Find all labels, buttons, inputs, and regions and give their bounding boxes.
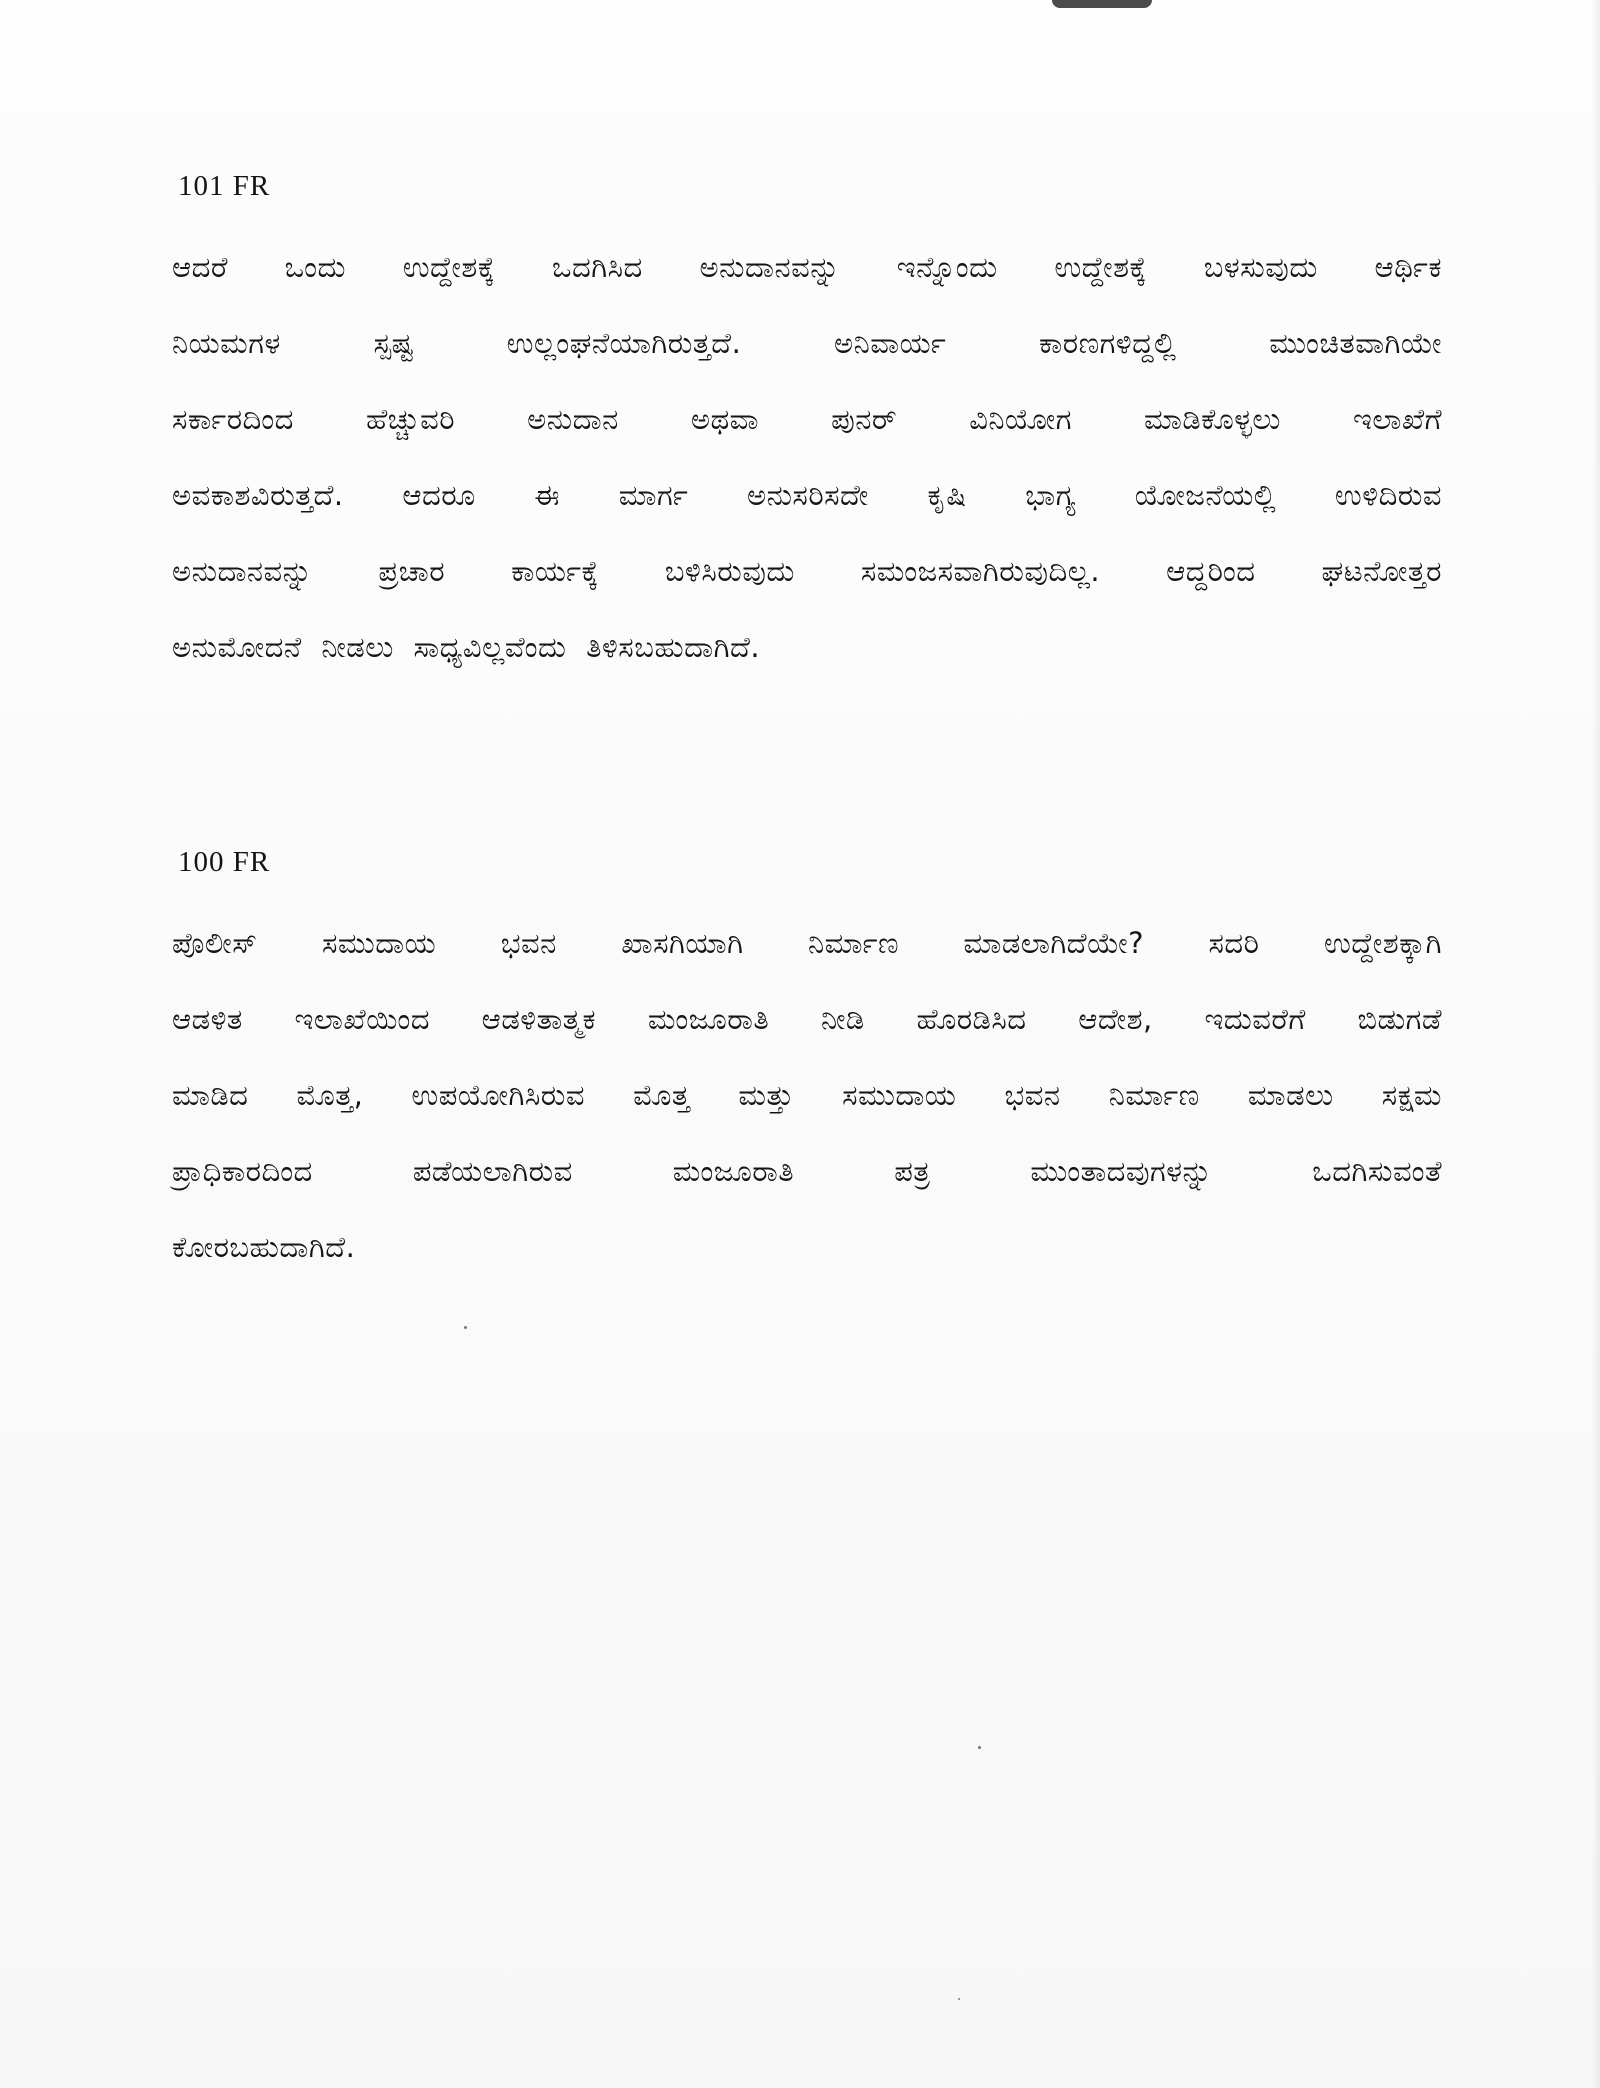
section-heading: 101 FR	[178, 170, 271, 202]
section-paragraph	[172, 905, 1442, 1285]
scan-speck	[464, 1326, 467, 1329]
paragraph-line: ಸರ್ಕಾರದಿಂದ ಹೆಚ್ಚುವರಿ ಅನುದಾನ ಅಥವಾ ಪುನರ್ ವಿನಿಯೋಗ ಮಾಡಿಕೊಳ್ಳಲು ಇಲಾಖೆಗೆ	[172, 402, 1442, 436]
scan-edge-mark	[1052, 0, 1152, 8]
paragraph-line: ನಿಯಮಗಳ ಸ್ಪಷ್ಟ ಉಲ್ಲಂಘನೆಯಾಗಿರುತ್ತದೆ. ಅನಿವಾರ್ಯ ಕಾರಣಗಳಿದ್ದಲ್ಲಿ ಮುಂಚಿತವಾಗಿಯೇ	[172, 326, 1442, 360]
scan-speck	[958, 1998, 960, 2000]
paragraph-line: ಪೊಲೀಸ್ ಸಮುದಾಯ ಭವನ ಖಾಸಗಿಯಾಗಿ ನಿರ್ಮಾಣ ಮಾಡಲಾಗಿದೆಯೇ? ಸದರಿ ಉದ್ದೇಶಕ್ಕಾಗಿ	[172, 926, 1442, 960]
section-101-fr	[172, 170, 1442, 685]
paragraph-line: ಆದರೆ ಒಂದು ಉದ್ದೇಶಕ್ಕೆ ಒದಗಿಸಿದ ಅನುದಾನವನ್ನು ಇನ್ನೊಂದು ಉದ್ದೇಶಕ್ಕೆ ಬಳಸುವುದು ಆರ್ಥಿಕ	[172, 250, 1442, 284]
section-heading: 100 FR	[178, 846, 271, 878]
paragraph-line: ಮಾಡಿದ ಮೊತ್ತ, ಉಪಯೋಗಿಸಿರುವ ಮೊತ್ತ ಮತ್ತು ಸಮುದಾಯ ಭವನ ನಿರ್ಮಾಣ ಮಾಡಲು ಸಕ್ಷಮ	[172, 1078, 1442, 1112]
scan-speck	[978, 1746, 981, 1749]
paragraph-line: ಆಡಳಿತ ಇಲಾಖೆಯಿಂದ ಆಡಳಿತಾತ್ಮಕ ಮಂಜೂರಾತಿ ನೀಡಿ ಹೊರಡಿಸಿದ ಆದೇಶ, ಇದುವರೆಗೆ ಬಿಡುಗಡೆ	[172, 1002, 1442, 1036]
page-edge-shadow	[1592, 0, 1600, 2088]
paragraph-line: ಕೋರಬಹುದಾಗಿದೆ.	[172, 1230, 356, 1264]
paragraph-line: ಅವಕಾಶವಿರುತ್ತದೆ. ಆದರೂ ಈ ಮಾರ್ಗ ಅನುಸರಿಸದೇ ಕೃಷಿ ಭಾಗ್ಯ ಯೋಜನೆಯಲ್ಲಿ ಉಳಿದಿರುವ	[172, 478, 1442, 512]
paragraph-line: ಅನುದಾನವನ್ನು ಪ್ರಚಾರ ಕಾರ್ಯಕ್ಕೆ ಬಳಿಸಿರುವುದು ಸಮಂಜಸವಾಗಿರುವುದಿಲ್ಲ. ಆದ್ದರಿಂದ ಘಟನೋತ್ತರ	[172, 554, 1442, 588]
section-paragraph	[172, 229, 1442, 685]
section-100-fr	[172, 846, 1442, 1285]
paragraph-line: ಪ್ರಾಧಿಕಾರದಿಂದ ಪಡೆಯಲಾಗಿರುವ ಮಂಜೂರಾತಿ ಪತ್ರ ಮುಂತಾದವುಗಳನ್ನು ಒದಗಿಸುವಂತೆ	[172, 1154, 1442, 1188]
paragraph-line: ಅನುಮೋದನೆ ನೀಡಲು ಸಾಧ್ಯವಿಲ್ಲವೆಂದು ತಿಳಿಸಬಹುದಾಗಿದೆ.	[172, 630, 761, 664]
